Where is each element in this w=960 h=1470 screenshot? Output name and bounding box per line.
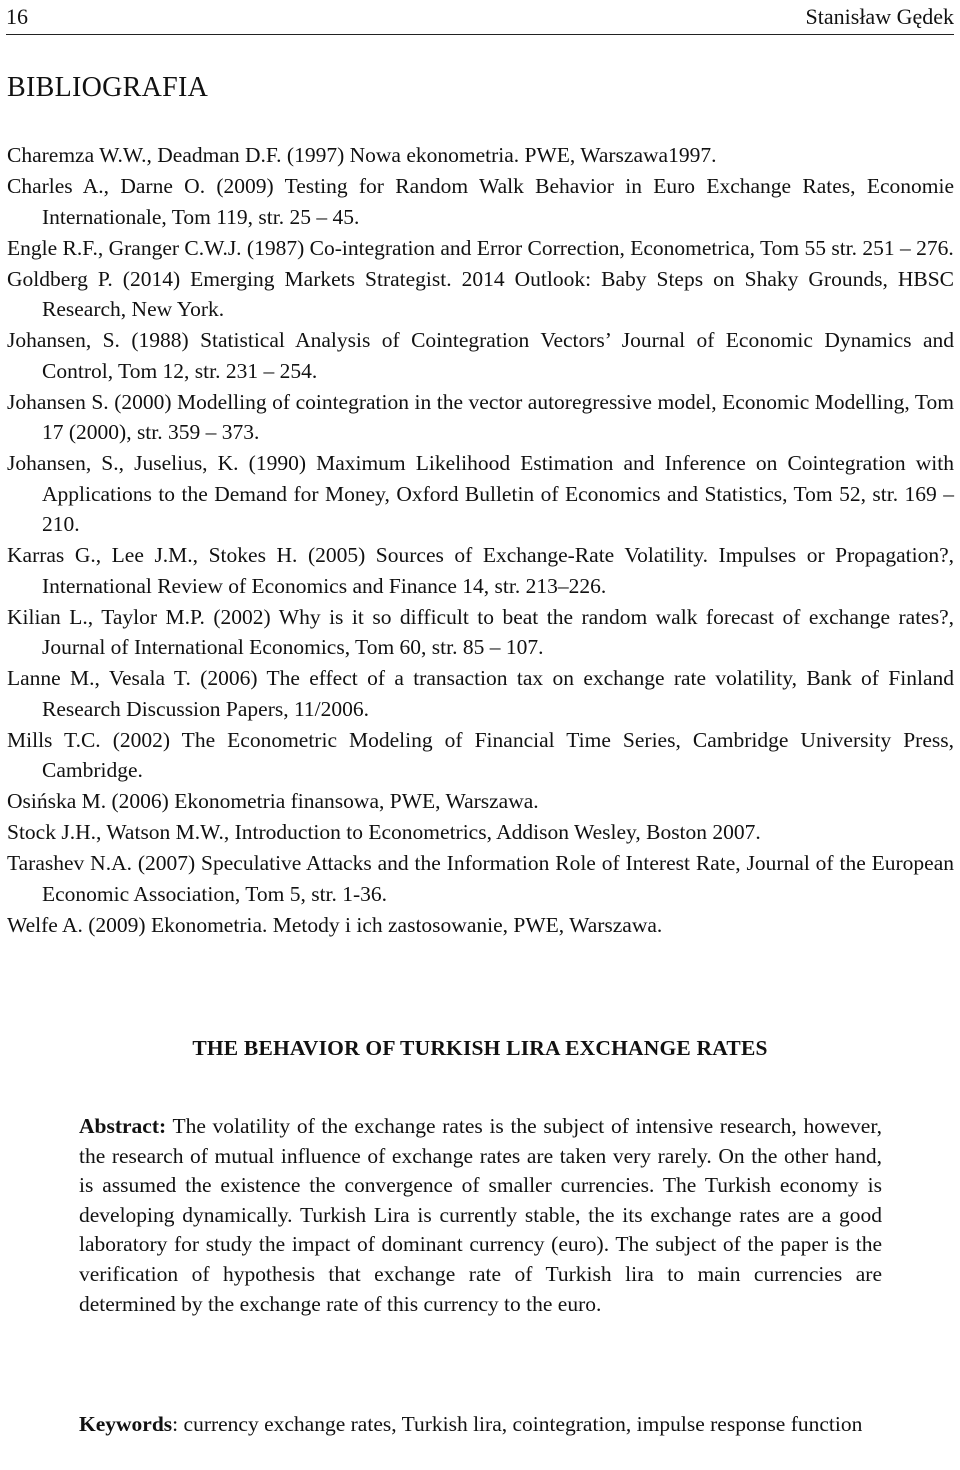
bibliography-entry: Charemza W.W., Deadman D.F. (1997) Nowa ekonometria. PWE, Warszawa1997. — [7, 143, 717, 167]
keywords-paragraph — [79, 1410, 882, 1440]
page-number: 16 — [6, 4, 28, 29]
bibliography-entry: Osińska M. (2006) Ekonometria finansowa, PWE, Warszawa. — [7, 789, 539, 813]
bibliography-entry: Johansen, S., Juselius, K. (1990) Maximum Likelihood Estimation and Inference on Cointegration with Applications to the Demand for Money, Oxford Bulletin of Economics and Statistics, Tom 52, str. 169 – 210. — [7, 451, 954, 536]
bibliography-entry: Stock J.H., Watson M.W., Introduction to Econometrics, Addison Wesley, Boston 2007. — [7, 820, 761, 844]
bibliography-entry: Welfe A. (2009) Ekonometria. Metody i ich zastosowanie, PWE, Warszawa. — [7, 912, 663, 937]
bibliography-entry: Johansen S. (2000) Modelling of cointegration in the vector autoregressive model, Economic Modelling, Tom 17 (2000), str. 359 – 373. — [7, 389, 954, 444]
bibliography-entry: Tarashev N.A. (2007) Speculative Attacks and the Information Role of Interest Rate, Journal of the European Economic Association, Tom 5, str. 1-36. — [7, 851, 954, 906]
bibliography-list — [7, 140, 954, 941]
bibliography-entry: Mills T.C. (2002) The Econometric Modeling of Financial Time Series, Cambridge University Press, Cambridge. — [7, 727, 954, 782]
abstract-label: Abstract: — [79, 1114, 167, 1138]
abstract-text: The volatility of the exchange rates is the subject of intensive research, however, the research of mutual influence of exchange rates are taken very rarely. On the other hand, is assumed the existence the convergence of smaller currencies. The Turkish economy is developing dynamically. Turkish Lira is currently stable, the its exchange rates are a good laboratory for study the impact of dominant currency (euro). The subject of the paper is the verification of hypothesis that exchange rate of Turkish lira to main currencies are determined by the exchange rate of this currency to the euro. — [79, 1114, 882, 1316]
bibliography-entry: Lanne M., Vesala T. (2006) The effect of a transaction tax on exchange rate volatility, Bank of Finland Research Discussion Papers, 11/2006. — [7, 666, 954, 721]
article-title: THE BEHAVIOR OF TURKISH LIRA EXCHANGE RATES — [192, 1036, 768, 1060]
bibliography-heading: BIBLIOGRAFIA — [7, 72, 209, 103]
keywords-text: : currency exchange rates, Turkish lira, cointegration, impulse response function — [172, 1412, 863, 1436]
bibliography-entry: Engle R.F., Granger C.W.J. (1987) Co-integration and Error Correction, Econometrica, Tom 55 str. 251 – 276. — [7, 235, 954, 260]
running-header — [6, 4, 954, 35]
header-author: Stanisław Gędek — [805, 4, 954, 29]
keywords-label: Keywords — [79, 1412, 173, 1436]
abstract-paragraph — [79, 1112, 882, 1319]
bibliography-entry: Charles A., Darne O. (2009) Testing for Random Walk Behavior in Euro Exchange Rates, Economie Internationale, Tom 119, str. 25 – 45. — [7, 174, 954, 229]
bibliography-entry: Johansen, S. (1988) Statistical Analysis of Cointegration Vectors’ Journal of Economic Dynamics and Control, Tom 12, str. 231 – 254. — [7, 328, 954, 383]
bibliography-entry: Kilian L., Taylor M.P. (2002) Why is it so difficult to beat the random walk forecast of exchange rates?, Journal of International Economics, Tom 60, str. 85 – 107. — [7, 604, 954, 659]
bibliography-entry: Goldberg P. (2014) Emerging Markets Strategist. 2014 Outlook: Baby Steps on Shaky Grounds, HBSC Research, New York. — [7, 266, 954, 321]
bibliography-entry: Karras G., Lee J.M., Stokes H. (2005) Sources of Exchange-Rate Volatility. Impulses or Propagation?, International Review of Economics and Finance 14, str. 213–226. — [7, 543, 954, 598]
